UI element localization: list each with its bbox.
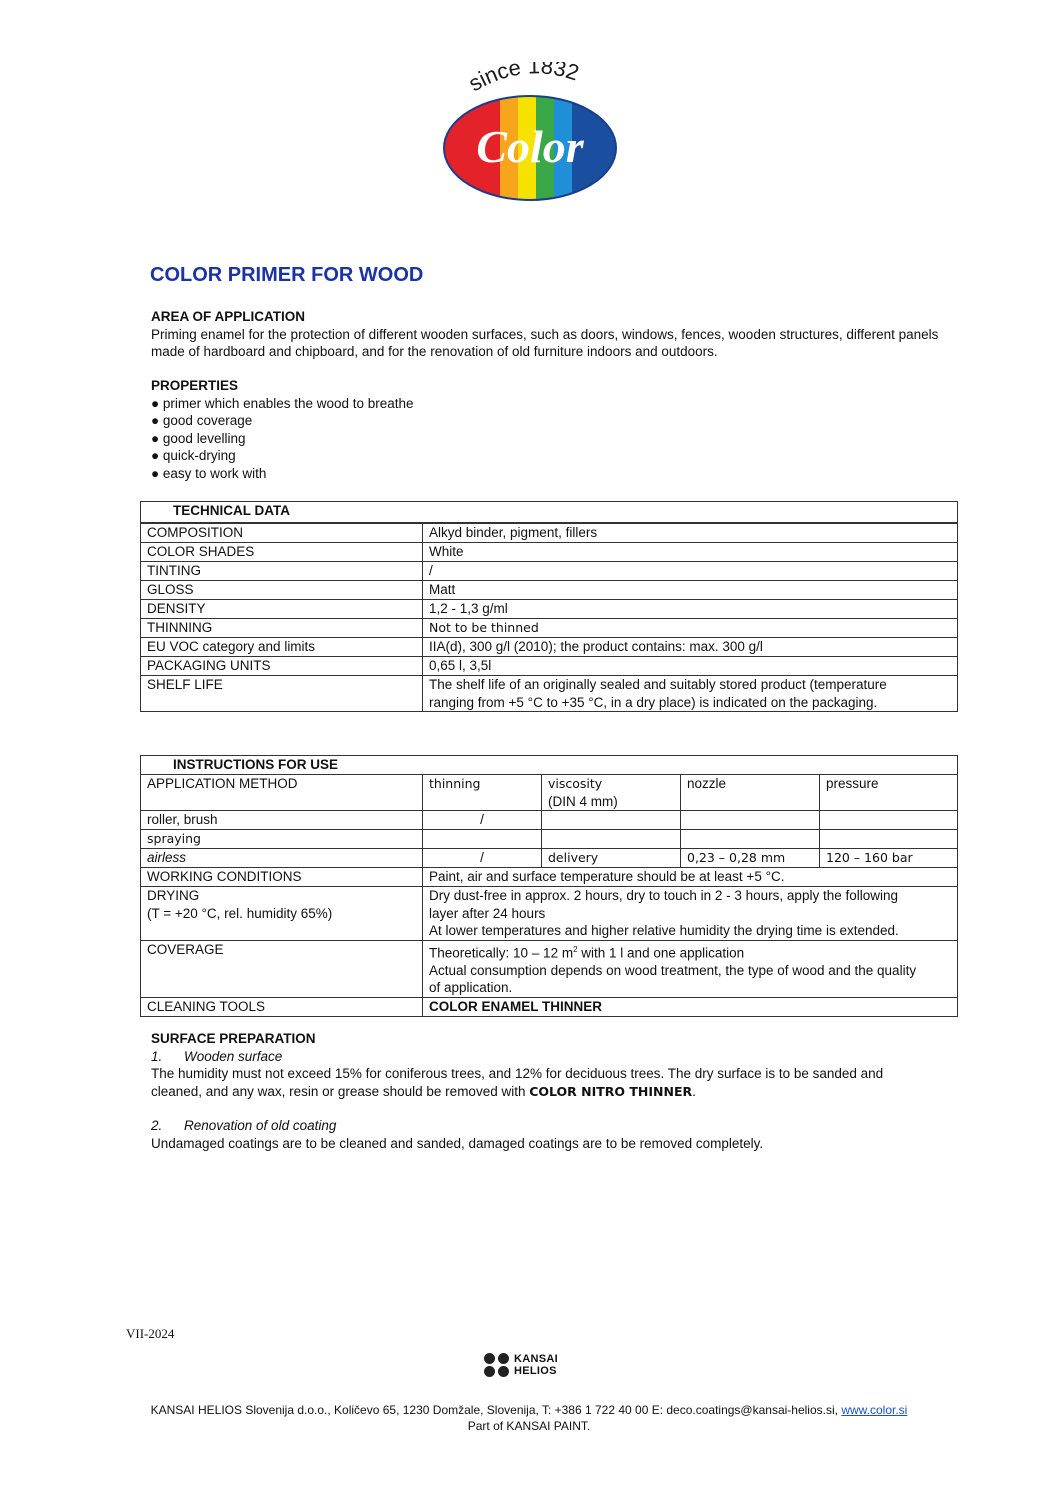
table-row [141,524,958,543]
page-title: COLOR PRIMER FOR WOOD [150,264,424,286]
row-label: COMPOSITION [141,524,423,543]
row-label: PACKAGING UNITS [141,657,423,676]
surface-preparation: SURFACE PREPARATION 1. Wooden surface The humidity must not exceed 15% for coniferous trees, and 12% for deciduous trees. The dry surface is to be sanded and cleaned, and any wax, resin or grease should be removed with COLOR NITRO THINNER. 2. Renovation of old coating Undamaged coatings are to be cleaned and sanded, damaged coatings are to be removed completely. [151,1030,991,1152]
technical-heading: TECHNICAL DATA [141,502,958,523]
table-row [141,811,958,830]
working-value: Paint, air and surface temperature should be at least +5 °C. [423,868,958,887]
table-row [141,830,958,849]
instructions-heading: INSTRUCTIONS FOR USE [141,756,958,775]
row-value: Not to be thinned [423,619,958,638]
col-thinning: thinning [423,775,542,811]
airless-pressure: 120 – 160 bar [820,849,958,868]
method-label: APPLICATION METHOD [141,775,423,811]
table-row [141,619,958,638]
row-label: TINTING [141,562,423,581]
footer-part-of: Part of KANSAI PAINT. [467,1419,591,1433]
website-link[interactable]: www.color.si [841,1403,908,1417]
row-value: White [423,543,958,562]
table-row [141,940,958,997]
row-label: GLOSS [141,581,423,600]
table-row [141,887,958,941]
airless-thinning: / [423,849,542,868]
technical-data-table [140,501,958,712]
airless-nozzle: 0,23 – 0,28 mm [681,849,820,868]
airless-viscosity: delivery [542,849,681,868]
svg-text:since 1832 [464,62,582,96]
property-item: ● quick-drying [151,448,236,463]
instructions-table [140,755,958,1017]
coverage-label: COVERAGE [141,940,423,997]
roller-thinning: / [423,811,542,830]
property-item: ● easy to work with [151,465,267,481]
kansai-helios-logo: KANSAI HELIOS [484,1353,558,1377]
wooden-surface-line-1: The humidity must not exceed 15% for coniferous trees, and 12% for deciduous trees. The dry surface is to be sanded and [151,1066,884,1081]
property-item: ● good levelling [151,430,246,446]
row-label: EU VOC category and limits [141,638,423,657]
color-logo [438,62,622,202]
col-viscosity: viscosity (DIN 4 mm) [542,775,681,811]
table-row [141,638,958,657]
logo-wordmark: Color [476,121,584,172]
row-label: SHELF LIFE [141,676,423,712]
airless-label: airless [141,849,423,868]
row-value: Alkyd binder, pigment, fillers [423,524,958,543]
col-pressure: pressure [820,775,958,811]
drying-value: Dry dust-free in approx. 2 hours, dry to touch in 2 - 3 hours, apply the following layer after 24 hours At lower temperatures and higher relative humidity the drying time is extended. [423,887,958,941]
document-date: VII-2024 [126,1326,175,1341]
area-of-application [151,308,991,361]
logo-tagline: since 1832 [464,62,583,97]
renovation-title: Renovation of old coating [184,1118,337,1133]
spraying-label: spraying [141,830,423,849]
table-row [141,849,958,868]
table-row [141,562,958,581]
cleaning-value: COLOR ENAMEL THINNER [423,997,958,1016]
table-row [141,868,958,887]
footer [0,1402,1058,1434]
row-value: Matt [423,581,958,600]
row-label: COLOR SHADES [141,543,423,562]
renovation-line-1: Undamaged coatings are to be cleaned and sanded, damaged coatings are to be removed completely. [151,1135,764,1151]
table-row [141,543,958,562]
property-item: ● primer which enables the wood to breathe [151,395,414,411]
footer-address: KANSAI HELIOS Slovenija d.o.o., Količevo 65, 1230 Domžale, Slovenija, T: +386 1 722 40 00 E: deco.coatings@kansai-helios.si, [150,1403,842,1417]
coverage-value: Theoretically: 10 – 12 $m^2$ with 1 l and one application Actual consumption depends on wood treatment, the type of wood and the quality of application. [423,940,958,997]
col-nozzle: nozzle [681,775,820,811]
row-value: 0,65 l, 3,5l [423,657,958,676]
row-label: THINNING [141,619,423,638]
row-label: DENSITY [141,600,423,619]
table-row [141,997,958,1016]
row-value: IIA(d), 300 g/l (2010); the product contains: max. 300 g/l [423,638,958,657]
kansai-dots-icon [484,1353,510,1377]
table-row [141,657,958,676]
wooden-surface-title: Wooden surface [184,1048,283,1064]
table-row [141,676,958,712]
area-line-2: made of hardboard and chipboard, and for the renovation of old furniture indoors and outdoors. [151,344,718,359]
area-line-1: Priming enamel for the protection of different wooden surfaces, such as doors, windows, fences, wooden structures, different panels [151,326,939,342]
area-heading: AREA OF APPLICATION [151,309,305,324]
drying-label: DRYING (T = +20 °C, rel. humidity 65%) [141,887,423,941]
working-label: WORKING CONDITIONS [141,868,423,887]
table-row [141,775,958,811]
row-value: The shelf life of an originally sealed and suitably stored product (temperature ranging from +5 °C to +35 °C, in a dry place) is indicated on the packaging. [423,676,958,712]
cleaning-label: CLEANING TOOLS [141,997,423,1016]
roller-label: roller, brush [141,811,423,830]
properties-heading: PROPERTIES [151,378,239,393]
properties [151,377,991,482]
table-row [141,581,958,600]
row-value: / [423,562,958,581]
wooden-surface-line-2: cleaned, and any wax, resin or grease should be removed with COLOR NITRO THINNER. [151,1083,696,1099]
table-row [141,600,958,619]
row-value: 1,2 - 1,3 g/ml [423,600,958,619]
property-item: ● good coverage [151,413,253,428]
surface-heading: SURFACE PREPARATION [151,1031,316,1046]
